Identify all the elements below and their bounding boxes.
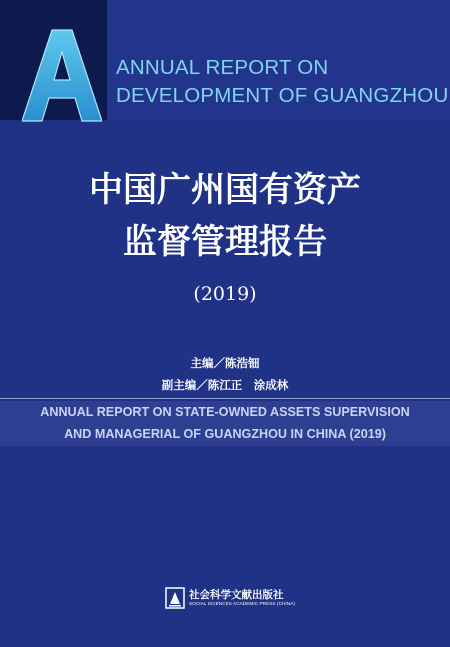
ssap-logo-icon <box>165 586 185 610</box>
series-title-line2: DEVELOPMENT OF GUANGZHOU <box>116 84 449 107</box>
publisher <box>165 585 325 611</box>
chief-editor: 主编／陈浩钿 <box>190 356 260 370</box>
book-title-line1: 中国广州国有资产 <box>89 170 361 210</box>
book-year: (2019) <box>193 283 257 305</box>
series-title-line1: ANNUAL REPORT ON <box>116 56 329 79</box>
book-title-line2: 监督管理报告 <box>123 222 327 262</box>
book-title <box>0 164 450 268</box>
series-title <box>116 54 449 110</box>
series-logo-a-icon <box>22 28 102 123</box>
publisher-name-cn: 社会科学文献出版社 <box>189 589 284 601</box>
english-title-line2: AND MANAGERIAL OF GUANGZHOU IN CHINA (2019) <box>64 427 386 441</box>
deputy-editors: 副主编／陈江正 涂成林 <box>161 378 289 392</box>
english-title-line1: ANNUAL REPORT ON STATE-OWNED ASSETS SUPERVISION <box>40 405 410 419</box>
english-title <box>0 401 450 445</box>
editors <box>0 352 450 396</box>
english-title-divider <box>0 398 450 399</box>
publisher-name-en: SOCIAL SCIENCES ACADEMIC PRESS (CHINA) <box>189 601 295 606</box>
